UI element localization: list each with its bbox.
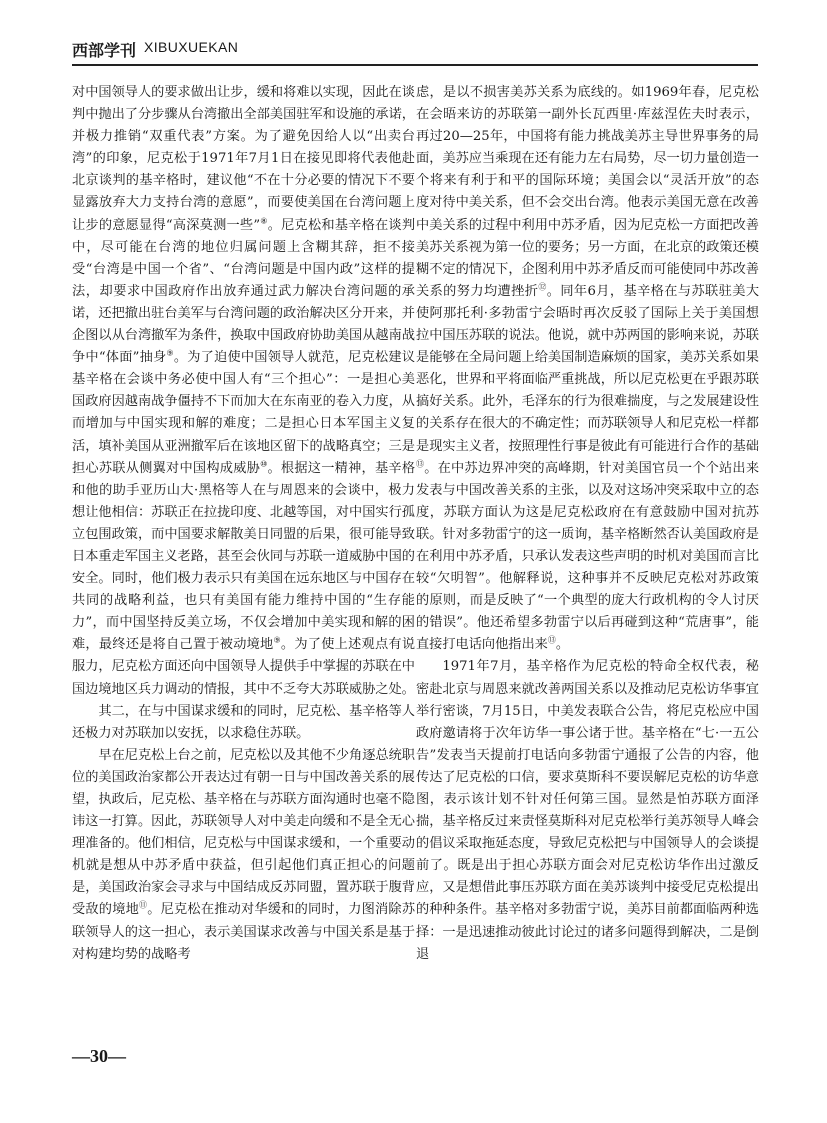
paragraph-text: 。为了使上述观点有说服力，尼克松方面还向中国领导人提供手中掌握的苏联在中国边境地区兵力调动的情报，其中不乏夸大苏联威胁之处。 bbox=[72, 637, 415, 697]
footnote-ref: ⑨ bbox=[273, 635, 281, 645]
paragraph-text: 。为了迫使中国领导人就范，尼克松建议基辛格在会谈中务必使中国人有“三个担心”：一是担心美国政府因越南战争僵持不下而加大在东南亚的卷入力度，从而增加与中国实现和解的难度；二是担心日本军国主义复活，填补美国从亚洲撤军后在该地区留下的战略真空；三是担心苏联从侧翼对中国构成威胁 bbox=[72, 350, 415, 476]
footnote-ref: ⑪ bbox=[139, 901, 148, 911]
footnote-ref: ⑬ bbox=[416, 459, 425, 469]
right-column bbox=[416, 82, 759, 1024]
footnote-ref: ⑬ bbox=[547, 635, 556, 645]
journal-pinyin: XIBUXUEKAN bbox=[144, 39, 239, 55]
running-header bbox=[72, 38, 758, 62]
footnote-ref: ⑩ bbox=[260, 459, 268, 469]
paragraph-text: 早在尼克松上台之前，尼克松以及其他不少角逐总统职位的美国政治家都公开表达过有朝一日与中国改善关系的展望，执政后，尼克松、基辛格在与苏联方面沟通时也毫不隐讳这一打算。因此，苏联领导人对中美走向缓和不是全无心理准备的。他们相信，尼克松与中国谋求缓和，一个重要动机就是想从中苏矛盾中获益，但引起他们真正担心的问题是，美国政治家会寻求与中国结成反苏同盟，置苏联于腹背受敌的境地 bbox=[72, 747, 415, 918]
paragraph bbox=[72, 82, 415, 701]
footnote-ref: ⑧ bbox=[260, 216, 268, 226]
paragraph-text: 虑，是以不损害美苏关系为底线的。如1969年春，尼克松在会晤来访的苏联第一副外长瓦西里·库兹涅佐夫时表示，再过20—25年，中国将有能力挑战美苏主导世界事务的局面，美苏应当乘现在还有能力左右局势，尽一切力量创造一个将来有利于和平的国际环境；美国会以“灵活开放”的态度对待中美关系，但不会交出台湾。他表示美国无意在改善中美关系的过程中利用中苏矛盾，因为尼克松一方面把改善美苏关系视为第一位的要务；另一方面，在北京的政策还模糊不定的情况下，企图利用中苏矛盾反而可能使同中苏改善关系的努力均遭挫折 bbox=[416, 85, 759, 299]
header-rule bbox=[72, 64, 758, 66]
journal-title: 西部学刊 bbox=[72, 41, 137, 60]
paragraph: 1971年7月，基辛格作为尼克松的特命全权代表，秘密赴北京与周恩来就改善两国关系以及推动尼克松访华事宜举行密谈，7月15日，中美发表联合公告，将尼克松应中国政府邀请将于次年访华一事公诸于世。基辛格在“七·一五公告”发表当天提前打电话向多勃雷宁通报了公告的内容，他传达了尼克松的口信，要求莫斯科不要误解尼克松的访华意图，表示该计划不针对任何第三国。显然是怕苏联方面泽揣，基辛格反过来责怪莫斯科对尼克松举行美苏领导人峰会的倡议采取拖延态度，导致尼克松把与中国领导人的会谈提前了。既是出于担心苏联方面会对尼克松访华作出过激反应，又是想借此事压苏联方面在美苏谈判中接受尼克松提出的种种条件。基辛格对多勃雷宁说，美苏目前都面临两种选择：一是迅速推动彼此讨论过的诸多问题得到解决，二是倒退 bbox=[416, 659, 759, 962]
paragraph-text: 。尼克松和基辛格在谈判中，尽可能在台湾的地位归属问题上含糊其辞，拒不接受“台湾是中国一个省”、“台湾问题是中国内政”这样的提法，却要求中国政府作出放弃通过武力解决台湾问题的承诺，还把撤出驻台美军与台湾问题的政治解决区分开来，并企图以从台湾撤军为条件，换取中国政府协助美国从越南战争中“体面”抽身 bbox=[72, 217, 415, 366]
paragraph bbox=[416, 82, 759, 656]
paragraph-text: 。 bbox=[555, 637, 570, 653]
paragraph-text: 对中国领导人的要求做出让步，缓和将难以实现，因此在谈判中抛出了分步骤从台湾撤出全部美国驻军和设施的承诺，并极力推销“双重代表”方案。为了避免因给人以“出卖台湾”的印象，尼克松于1971年7月1日在接见即将代表他赴北京谈判的基辛格时，建议他“不在十分必要的情况下不要显露放弃大力支持台湾的意愿”，而要使美国在台湾问题上让步的意愿显得“高深莫测一些” bbox=[72, 85, 415, 233]
paragraph bbox=[72, 745, 415, 966]
page-number: —30— bbox=[72, 1046, 126, 1066]
paragraph-text: 。同年6月，基辛格在与苏联驻美大使阿那托利·多勃雷宁会晤时再次反驳了国际上关于美国想拉中国压苏联的说法。他说，就中苏两国的影响来说，苏联是能够在全局问题上给美国制造麻烦的国家，美苏关系如果恶化，世界和平将面临严重挑战，所以尼克松更在乎跟苏联搞好关系。此外，毛泽东的行为很难揣度，与之发展建设性的关系存在很大的不确定性；而苏联领导人和尼克松一样都是现实主义者，按照理性行事是彼此有可能进行合作的基础 bbox=[416, 283, 759, 454]
left-column bbox=[72, 82, 415, 1024]
paragraph: 其二，在与中国谋求缓和的同时，尼克松、基辛格等人还极力对苏联加以安抚，以求稳住苏联。 bbox=[72, 703, 415, 741]
footnote-ref: ⑨ bbox=[166, 348, 174, 358]
paragraph-text: 。根据这一精神，基辛格和他的助手亚历山大·黑格等人在与周恩来的会谈中，极力想让他相信：苏联正在拉拢印度、北越等国，对中国实行孤立包围政策，而中国要求解散美日同盟的后果，很可能导致日本重走军国主义老路，甚至会伙同与苏联一道威胁中国的安全。同时，他们极力表示只有美国在远东地区与中国存在共同的战略利益，也只有美国有能力维持中国的“生存能力”，而中国坚持反美立场，不仅会增加中美实现和解的困难，最终还是将自己置于被动境地 bbox=[72, 460, 415, 653]
paragraph-text: 。在中苏边界冲突的高峰期，针对美国官员一个个站出来发表与中国改善关系的主张，以及对这场冲突采取中立的态度，苏联方面认为这是尼克松政府在有意鼓励中国对抗苏联。针对多勃雷宁的这一质询，基辛格断然否认美国政府是在利用中苏矛盾，只承认发表这些声明的时机对美国而言比较“欠明智”。他解释说，这种事并不反映尼克松对苏政策的原则，而是反映了“一个典型的庞大行政机构的令人讨厌的错误”。他还希望多勃雷宁以后再碰到这种“荒唐事”，能直接打电话向他指出来 bbox=[416, 460, 759, 653]
paragraph-text: 。尼克松在推动对华缓和的同时，力图消除苏联领导人的这一担心，表示美国谋求改善与中国关系是基于对构建均势的战略考 bbox=[72, 902, 415, 962]
footnote-ref: ⑫ bbox=[538, 282, 547, 292]
